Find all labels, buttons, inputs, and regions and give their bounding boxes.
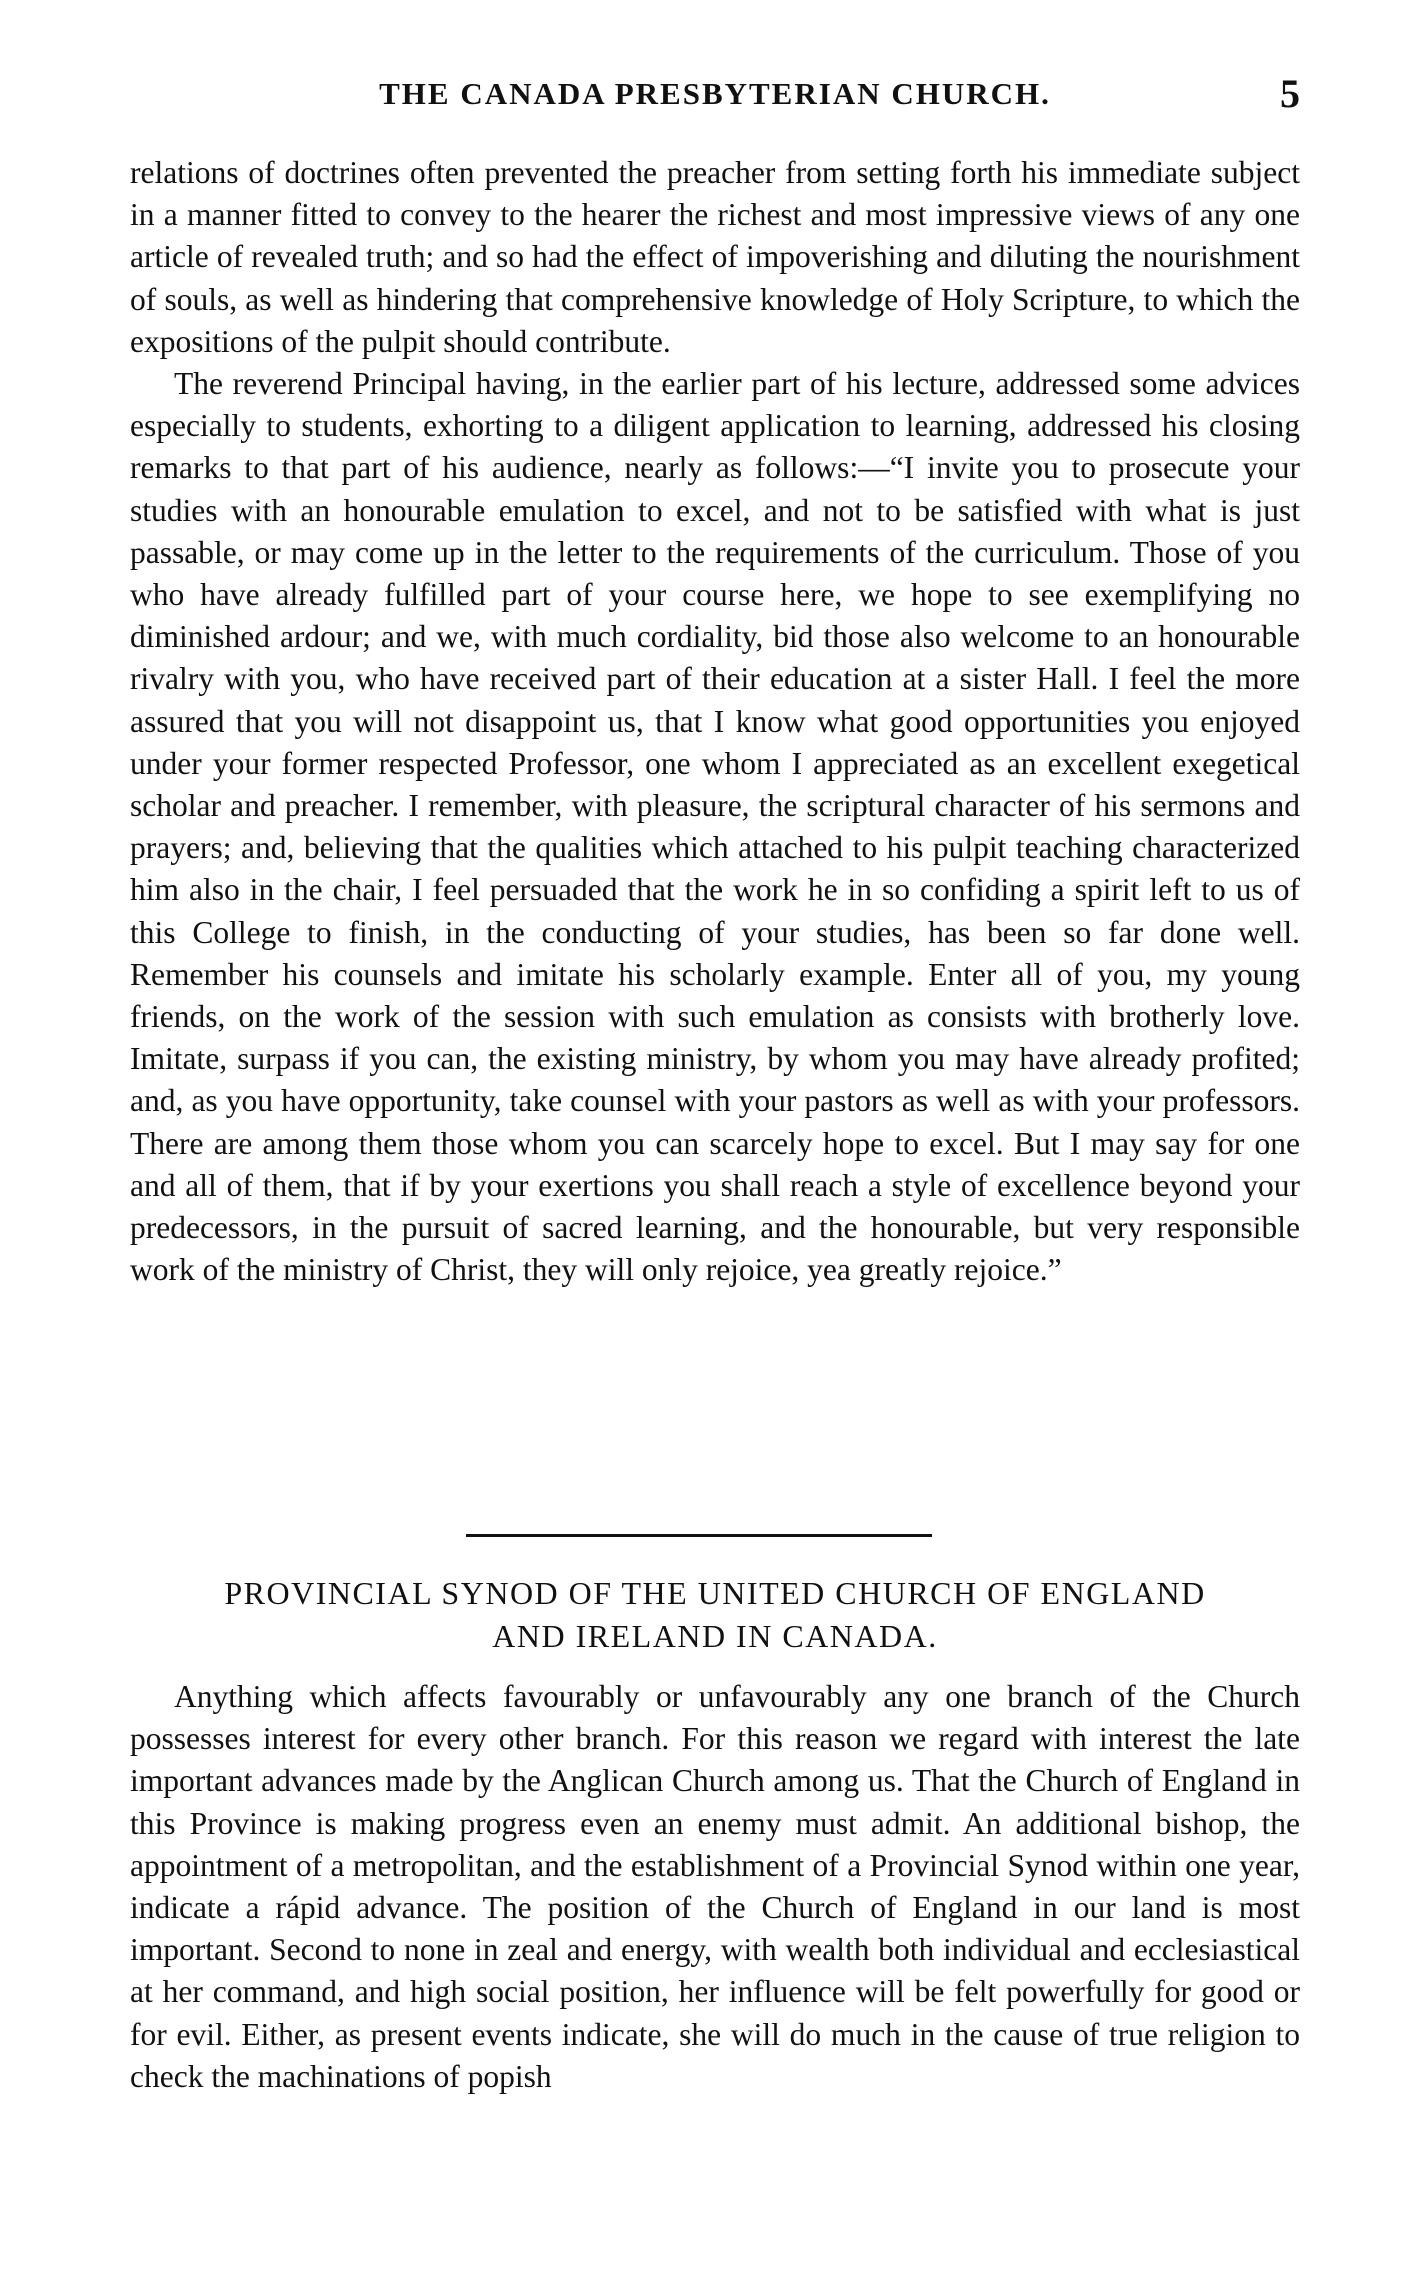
section-heading — [130, 1572, 1300, 1658]
lecture-text — [130, 152, 1300, 1291]
section-divider — [466, 1534, 932, 1537]
running-title: THE CANADA PRESBYTERIAN CHURCH. — [379, 76, 1051, 111]
page-number: 5 — [1280, 71, 1300, 116]
principal-address-paragraph: The reverend Principal having, in the earlier part of his lecture, addressed some advices especially to students, exhorting to a diligent application to learning, addressed his closing remarks to that part of his audience, nearly as follows:—“I invite you to prosecute your studies with an honourable emulation to excel, and not to be satisfied with what is just passable, or may come up in the letter to the requirements of the curriculum. Those of you who have already fulfilled part of your course here, we hope to see exemplifying no diminished ardour; and we, with much cordiality, bid those also welcome to an honourable rivalry with you, who have received part of their education at a sister Hall. I feel the more assured that you will not disappoint us, that I know what good opportunities you enjoyed under your former respected Professor, one whom I appreciated as an excellent exegetical scholar and preacher. I remember, with pleasure, the scriptural character of his sermons and prayers; and, believing that the qualities which attached to his pulpit teaching characterized him also in the chair, I feel persuaded that the work he in so confiding a spirit left to us of this College to finish, in the conducting of your studies, has been so far done well. Remember his counsels and imitate his scholarly example. Enter all of you, my young friends, on the work of the session with such emulation as consists with brotherly love. Imitate, surpass if you can, the existing ministry, by whom you may have already profited; and, as you have opportunity, take counsel with your pastors as well as with your professors. There are among them those whom you can scarcely hope to excel. But I may say for one and all of them, that if by your exertions you shall reach a style of excellence beyond your predecessors, in the pursuit of sacred learning, and the honourable, but very responsible work of the ministry of Christ, they will only rejoice, yea greatly rejoice.” — [130, 366, 1300, 1288]
continued-paragraph: relations of doctrines often prevented the preacher from setting forth his immediate subject in a manner fitted to convey to the hearer the richest and most impressive views of any one article of revealed truth; and so had the effect of impoverishing and diluting the nourishment of souls, as well as hindering that comprehensive knowledge of Holy Scripture, to which the expositions of the pulpit should contribute. — [130, 155, 1300, 359]
section-heading-line-2: AND IRELAND IN CANADA. — [492, 1618, 938, 1654]
synod-paragraph: Anything which affects favourably or unfavourably any one branch of the Church possesses interest for every other branch. For this reason we regard with interest the late important advances made by the Anglican Church among us. That the Church of England in this Province is making progress even an enemy must admit. An additional bishop, the appointment of a metropolitan, and the establishment of a Provincial Synod within one year, indicate a rápid advance. The position of the Church of England in our land is most important. Second to none in zeal and energy, with wealth both individual and ecclesiastical at her command, and high social position, her influence will be felt powerfully for good or for evil. Either, as present events indicate, she will do much in the cause of true religion to check the machinations of popish — [130, 1679, 1300, 2094]
running-head — [130, 70, 1300, 120]
synod-article-text — [130, 1676, 1300, 2098]
section-heading-line-1: PROVINCIAL SYNOD OF THE UNITED CHURCH OF ENGLAND — [224, 1575, 1206, 1611]
